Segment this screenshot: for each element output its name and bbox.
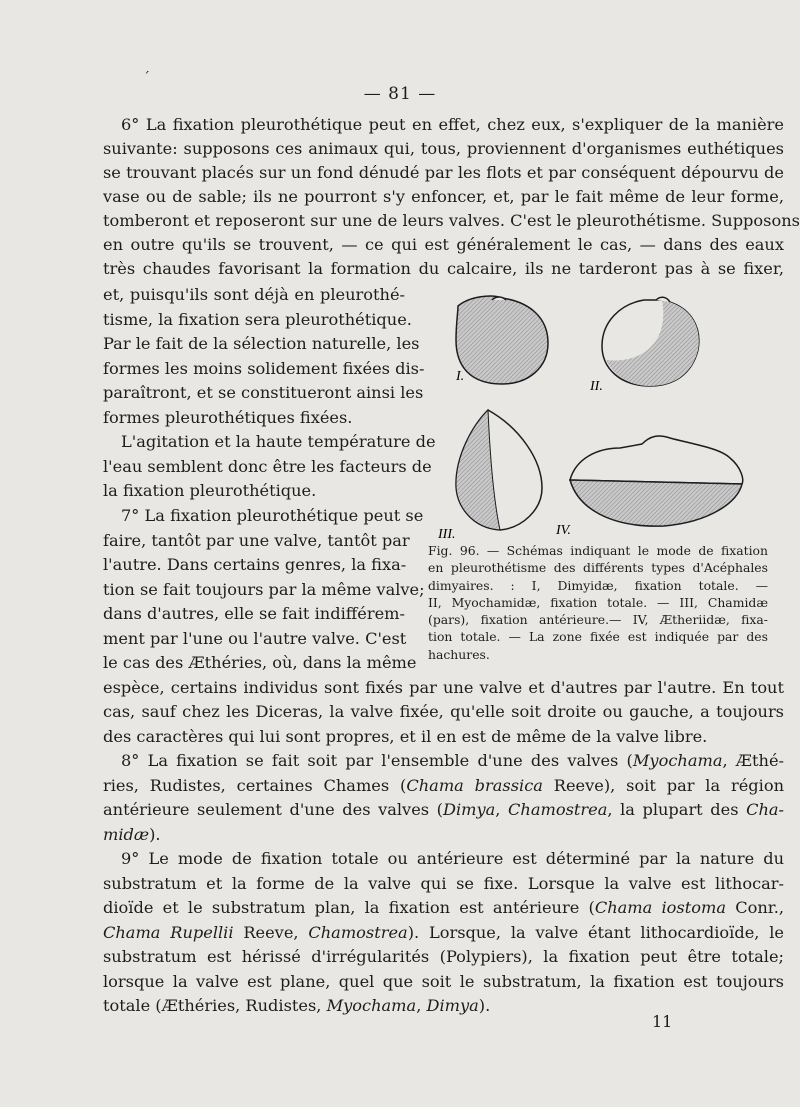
- text-line: antérieure seulement d'une des valves (Dimya, Chamostrea, la plupart des Cha-: [103, 800, 785, 819]
- figure-label-3: III.: [438, 527, 456, 542]
- text-line: 6° La fixation pleurothétique peut en effet, chez eux, s'expliquer de la manière: [121, 115, 784, 134]
- caption-line: Fig. 96. — Schémas indiquant le mode de fixation: [428, 543, 768, 558]
- text-line: se trouvant placés sur un fond dénudé par les flots et par conséquent dépourvu de: [103, 163, 784, 182]
- text-line: suivante: supposons ces animaux qui, tous, proviennent d'organismes euthétiques: [103, 139, 784, 158]
- caption-line: (pars), fixation antérieure.— IV, Ætheriidæ, fixa-: [428, 612, 768, 628]
- text-line: formes les moins solidement fixées dis-: [103, 359, 425, 378]
- text-line: tion se fait toujours par la même valve;: [103, 580, 425, 599]
- text-line: midæ).: [103, 825, 161, 844]
- text-line: en outre qu'ils se trouvent, — ce qui est généralement le cas, — dans des eaux: [103, 235, 784, 254]
- text-line: des caractères qui lui sont propres, et il en est de même de la valve libre.: [103, 727, 708, 746]
- text-line: le cas des Æthéries, où, dans la même: [103, 653, 417, 672]
- stray-mark: ´: [143, 70, 150, 86]
- text-line: tisme, la fixation sera pleurothétique.: [103, 310, 412, 329]
- figure-caption: [428, 542, 768, 663]
- figure-label-4: IV.: [556, 523, 571, 538]
- text-line: cas, sauf chez les Diceras, la valve fixée, qu'elle soit droite ou gauche, a toujours: [103, 702, 784, 721]
- text-line: l'autre. Dans certains genres, la fixa-: [103, 555, 407, 574]
- shell-schema-4: [570, 436, 743, 526]
- text-line: 9° Le mode de fixation totale ou antérieure est déterminé par la nature du: [121, 849, 784, 868]
- text-line: 8° La fixation se fait soit par l'ensemble d'une des valves (Myochama, Æthé-: [121, 751, 784, 770]
- text-line: totale (Æthéries, Rudistes, Myochama, Dimya).: [103, 996, 491, 1015]
- text-line: et, puisqu'ils sont déjà en pleurothé-: [103, 285, 405, 304]
- shell-schema-1: [456, 296, 548, 384]
- figure-label-2: II.: [590, 379, 603, 394]
- text-line: dans d'autres, elle se fait indifférem-: [103, 604, 405, 623]
- caption-line: en pleurothétisme des différents types d'Acéphales: [428, 560, 768, 576]
- text-line: formes pleurothétiques fixées.: [103, 408, 353, 427]
- text-line: dioïde et le substratum plan, la fixation est antérieure (Chama iostoma Conr.,: [103, 898, 784, 917]
- text-line: L'agitation et la haute température de: [121, 432, 436, 451]
- text-line: substratum est hérissé d'irrégularités (Polypiers), la fixation peut être totale;: [103, 947, 784, 966]
- text-line: substratum et la forme de la valve qui se fixe. Lorsque la valve est lithocar-: [103, 874, 784, 893]
- text-line: vase ou de sable; ils ne pourront s'y enfoncer, et, par le fait même de leur forme,: [103, 187, 784, 206]
- text-line: Par le fait de la sélection naturelle, les: [103, 334, 420, 353]
- text-line: la fixation pleurothétique.: [103, 481, 317, 500]
- text-line: faire, tantôt par une valve, tantôt par: [103, 531, 410, 550]
- caption-line: tion totale. — La zone fixée est indiquée par des: [428, 629, 768, 645]
- text-line: espèce, certains individus sont fixés par une valve et d'autres par l'autre. En tout: [103, 678, 784, 697]
- figure-label-1: I.: [456, 369, 465, 384]
- page-number: — 81 —: [363, 84, 437, 104]
- text-line: paraîtront, et se constitueront ainsi les: [103, 383, 424, 402]
- text-line: ment par l'une ou l'autre valve. C'est: [103, 629, 407, 648]
- text-line: très chaudes favorisant la formation du calcaire, ils ne tarderont pas à se fixer,: [103, 259, 784, 278]
- caption-line: dimyaires. : I, Dimyidæ, fixation totale. —: [428, 577, 768, 593]
- shell-schema-3: [456, 410, 542, 530]
- figure-96: [430, 288, 780, 543]
- text-line: tomberont et reposeront sur une de leurs valves. C'est le pleurothétisme. Supposons: [103, 211, 800, 230]
- shell-schema-2: [602, 297, 699, 386]
- text-line: l'eau semblent donc être les facteurs de: [103, 457, 432, 476]
- caption-line: hachures.: [428, 646, 490, 662]
- text-line: lorsque la valve est plane, quel que soit le substratum, la fixation est toujours: [103, 972, 784, 991]
- signature-mark: 11: [652, 1012, 673, 1031]
- caption-line: II, Myochamidæ, fixation totale. — III, Chamidæ: [428, 594, 768, 610]
- text-line: Chama Rupellii Reeve, Chamostrea). Lorsque, la valve étant lithocardioïde, le: [103, 923, 785, 942]
- text-line: 7° La fixation pleurothétique peut se: [121, 506, 424, 525]
- text-line: ries, Rudistes, certaines Chames (Chama brassica Reeve), soit par la région: [103, 776, 784, 795]
